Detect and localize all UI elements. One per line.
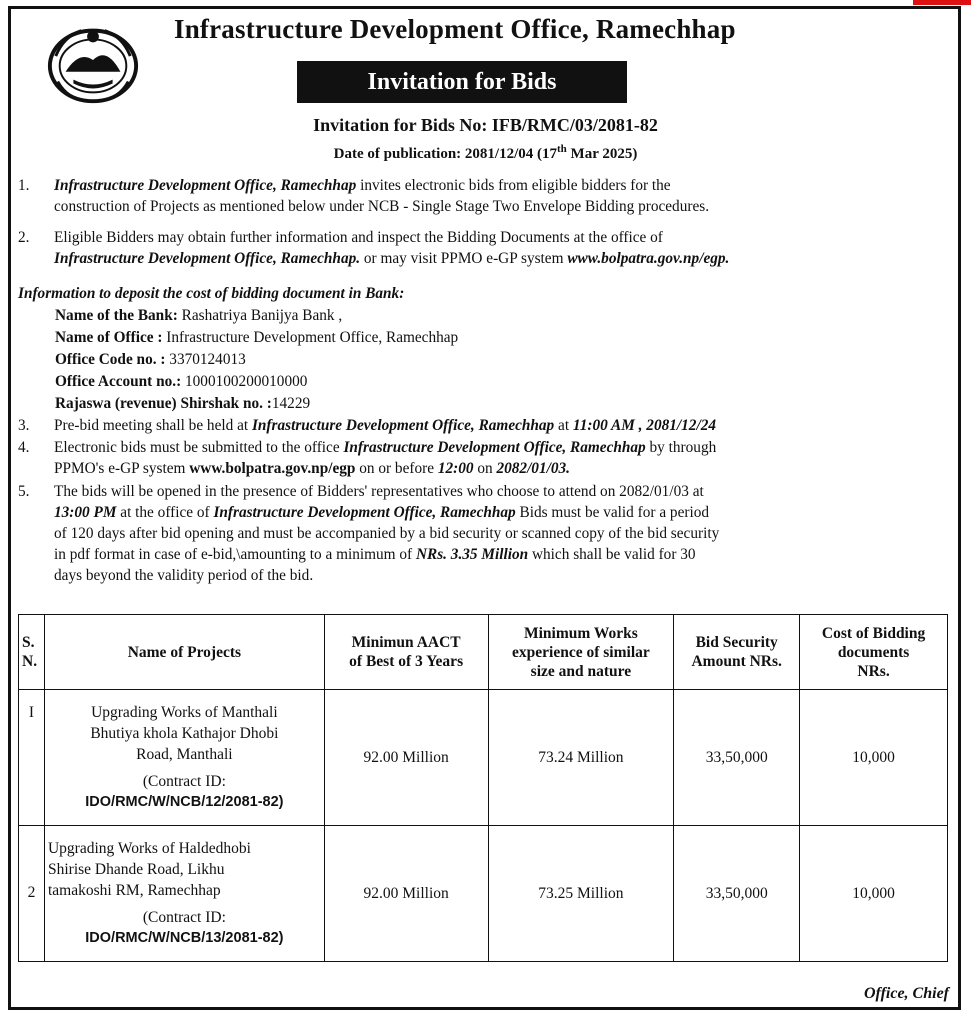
col-header-aact: Minimun AACT of Best of 3 Years	[324, 615, 488, 690]
table-header-row	[19, 615, 948, 690]
ifb-number: Invitation for Bids No: IFB/RMC/03/2081-82	[313, 115, 658, 135]
row-cost: 10,000	[800, 826, 948, 962]
row-cost: 10,000	[800, 690, 948, 826]
bank-heading: Information to deposit the cost of bidding document in Bank:	[18, 285, 405, 302]
publication-date: Date of publication: 2081/12/04 (17th Mar 2025)	[333, 143, 638, 162]
col-header-security: Bid Security Amount NRs.	[674, 615, 800, 690]
bank-name: Name of the Bank: Rashatriya Banijya Bank ,	[55, 307, 343, 324]
item-2: 2. Eligible Bidders may obtain further information and inspect the Bidding Documents at the office of Infrastructure Development Office, Ramechhap. or may visit PPMO e-GP system www.bolpatra.gov.np/egp.	[18, 229, 730, 267]
signoff: Office, Chief	[863, 985, 949, 1002]
ifb-banner: Invitation for Bids	[297, 61, 627, 103]
corner-mark	[913, 0, 971, 5]
col-header-sn: S. N.	[19, 615, 45, 690]
row-aact: 92.00 Million	[324, 690, 488, 826]
office-code: Office Code no. : 3370124013	[55, 351, 246, 368]
col-header-name: Name of Projects	[44, 615, 324, 690]
table-row	[19, 826, 948, 962]
row-experience: 73.25 Million	[488, 826, 674, 962]
rajaswa-code: Rajaswa (revenue) Shirshak no. :14229	[55, 395, 311, 412]
office-account: Office Account no.: 1000100200010000	[55, 373, 308, 390]
row-project-name: Upgrading Works of Manthali Bhutiya khola Kathajor Dhobi Road, Manthali (Contract ID: IDO/RMC/W/NCB/12/2081-82)	[44, 690, 324, 826]
row-security: 33,50,000	[674, 826, 800, 962]
row-sn: 2	[19, 826, 45, 962]
row-project-name: Upgrading Works of Haldedhobi Shirise Dhande Road, Likhu tamakoshi RM, Ramechhap (Contract ID: IDO/RMC/W/NCB/13/2081-82)	[44, 826, 324, 962]
row-aact: 92.00 Million	[324, 826, 488, 962]
item-1: 1. Infrastructure Development Office, Ramechhap invites electronic bids from eligible bidders for the construction of Projects as mentioned below under NCB - Single Stage Two Envelope Bidding procedures.	[18, 177, 710, 215]
office-name: Name of Office : Infrastructure Development Office, Ramechhap	[55, 329, 459, 346]
col-header-experience: Minimum Works experience of similar size and nature	[488, 615, 674, 690]
row-sn: I	[19, 690, 45, 826]
col-header-cost: Cost of Bidding documents NRs.	[800, 615, 948, 690]
item-4: 4. Electronic bids must be submitted to the office Infrastructure Development Office, Ramechhap by through PPMO's e-GP system www.bolpatra.gov.np/egp on or before 12:00 on 2082/01/03.	[18, 439, 717, 477]
table-row	[19, 690, 948, 826]
row-experience: 73.24 Million	[488, 690, 674, 826]
projects-table	[18, 614, 948, 962]
row-security: 33,50,000	[674, 690, 800, 826]
item-3: 3. Pre-bid meeting shall be held at Infrastructure Development Office, Ramechhap at 11:00 AM , 2081/12/24	[18, 417, 716, 434]
item-5: 5. The bids will be opened in the presence of Bidders' representatives who choose to attend on 2082/01/03 at 13:00 PM at the office of Infrastructure Development Office, Ramechhap Bids must be valid for a period of 120 days after bid opening and must be accompanied by a bid security or scanned copy of the bid security in pdf format in case of e-bid,\amounting to a minimum of NRs. 3.35 Million which shall be valid for 30 days beyond the validity period of the bid.	[18, 483, 720, 584]
office-title: Infrastructure Development Office, Ramechhap	[174, 14, 736, 44]
nepal-government-emblem-icon	[44, 16, 142, 106]
